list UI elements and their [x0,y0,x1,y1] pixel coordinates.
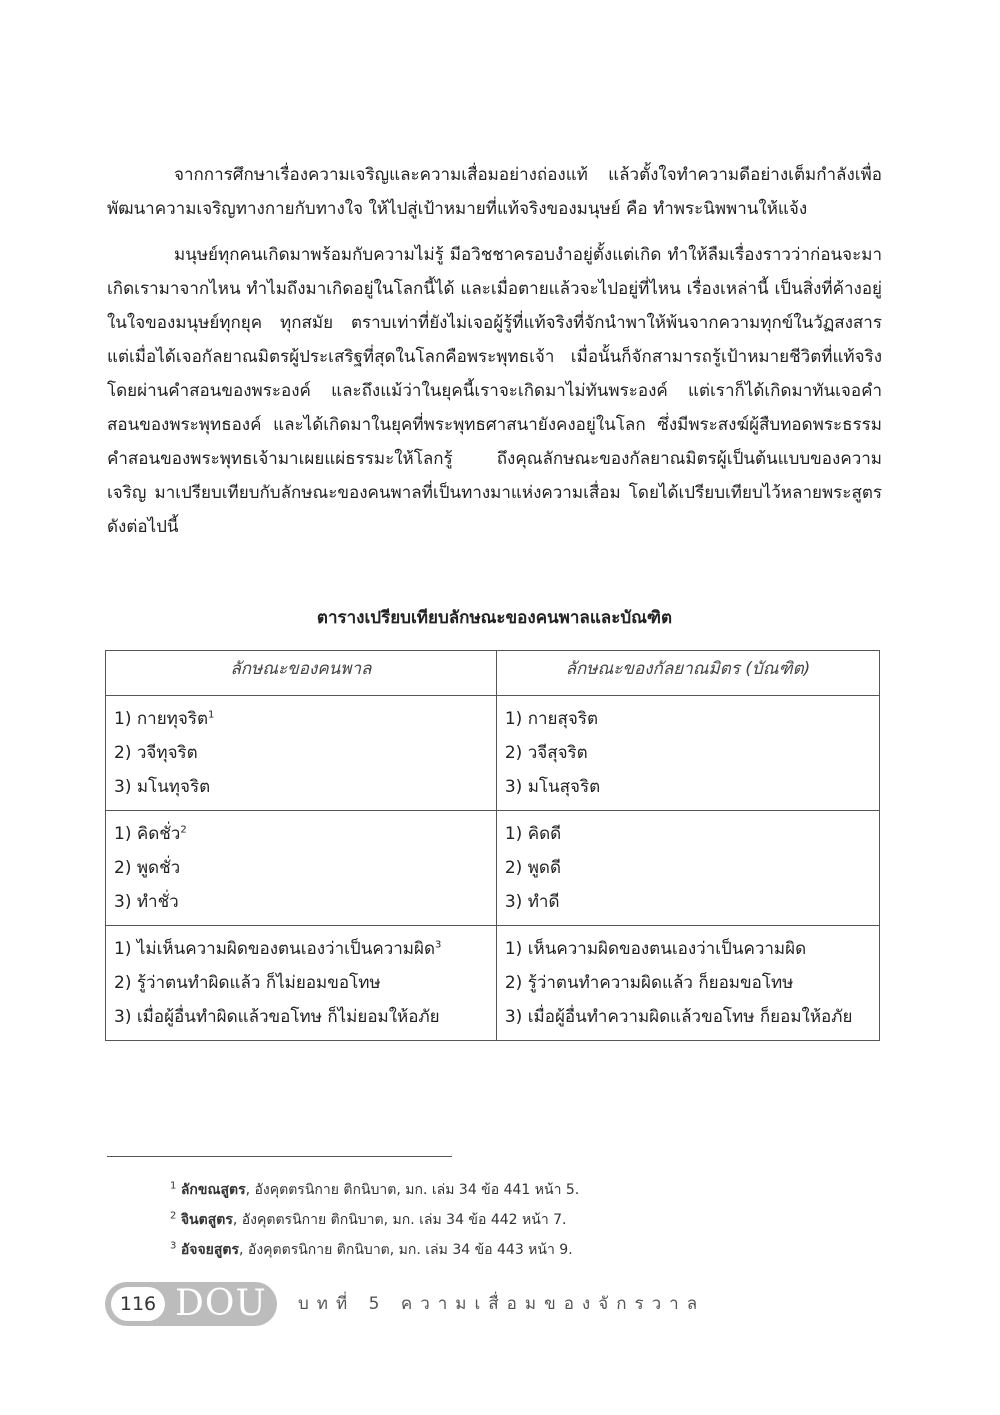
list-item: 2) วจีสุจริต [504,743,588,763]
fool-cell [106,811,497,926]
list-item: 2) วจีทุจริต [114,743,198,763]
list-item: 1) กายสุจริต [504,709,599,729]
header-fool: ลักษณะของคนพาล [106,651,497,696]
footnote: $^2$ จินตสูตร, อังคุตตรนิกาย ติกนิบาต, มก. เล่ม 34 ข้อ 442 หน้า 7. [170,1210,567,1228]
list-item: 3) เมื่อผู้อื่นทำความผิดแล้วขอโทษ ก็ยอมให้อภัย [504,1007,853,1027]
list-item: 2) พูดชั่ว [114,858,181,878]
brand-logo: DOU [175,1283,267,1324]
table-row [106,696,880,811]
page-number: 116 [111,1287,165,1321]
table-row [106,926,880,1041]
wise-cell [496,926,879,1041]
footnotes [170,1175,579,1265]
comparison-table [105,650,880,1041]
list-item: 3) ทำชั่ว [114,892,179,912]
list-item: 1) กายทุจริต$^1$ [114,709,215,729]
fool-cell [106,696,497,811]
table-row [106,811,880,926]
list-item: 3) มโนสุจริต [504,777,601,797]
wise-cell [496,696,879,811]
footnote: $^3$ อัจจยสูตร, อังคุตตรนิกาย ติกนิบาต, มก. เล่ม 34 ข้อ 443 หน้า 9. [170,1240,573,1258]
chapter-title: บทที่ 5 ความเสื่อมของจักรวาล [298,1294,706,1314]
footnote-divider [107,1156,452,1157]
list-item: 2) รู้ว่าตนทำผิดแล้ว ก็ไม่ยอมขอโทษ [114,973,381,993]
footnote-ref: 1 [208,709,215,721]
list-item: 3) ทำดี [504,892,560,912]
footnote: $^1$ ลักขณสูตร, อังคุตตรนิกาย ติกนิบาต, มก. เล่ม 34 ข้อ 441 หน้า 5. [170,1180,580,1198]
header-wise: ลักษณะของกัลยาณมิตร (บัณฑิต) [496,651,879,696]
list-item: 1) เห็นความผิดของตนเองว่าเป็นความผิด [504,939,807,959]
list-item: 2) พูดดี [504,858,561,878]
list-item: 1) คิดดี [504,824,562,844]
footnote-ref: 3 [435,939,442,951]
list-item: 2) รู้ว่าตนทำความผิดแล้ว ก็ยอมขอโทษ [504,973,794,993]
table-title: ตารางเปรียบเทียบลักษณะของคนพาลและบัณฑิต [316,608,673,628]
fool-cell [106,926,497,1041]
body-paragraph: มนุษย์ทุกคนเกิดมาพร้อมกับความไม่รู้ มีอวิชชาครอบงำอยู่ตั้งแต่เกิด ทำให้ลืมเรื่องราวว่าก่อนจะมาเกิดเรามาจากไหน ทำไมถึงมาเกิดอยู่ในโลกนี้ได้ และเมื่อตายแล้วจะไปอยู่ที่ไหน เรื่องเหล่านี้ เป็นสิ่งที่ค้างอยู่ในใจของมนุษย์ทุกยุค ทุกสมัย ตราบเท่าที่ยังไม่เจอผู้รู้ที่แท้จริงที่จักนำพาให้พ้นจากความทุกข์ในวัฏสงสาร แต่เมื่อได้เจอกัลยาณมิตรผู้ประเสริฐที่สุดในโลกคือพระพุทธเจ้า เมื่อนั้นก็จักสามารถรู้เป้าหมายชีวิตที่แท้จริง โดยผ่านคำสอนของพระองค์ และถึงแม้ว่าในยุคนี้เราจะเกิดมาไม่ทันพระองค์ แต่เราก็ได้เกิดมาทันเจอคำสอนของพระพุทธองค์ และได้เกิดมาในยุคที่พระพุทธศาสนายังคงอยู่ในโลก ซึ่งมีพระสงฆ์ผู้สืบทอดพระธรรมคำสอนของพระพุทธเจ้ามาเผยแผ่ธรรมะให้โลกรู้ ถึงคุณลักษณะของกัลยาณมิตรผู้เป็นต้นแบบของความเจริญ มาเปรียบเทียบกับลักษณะของคนพาลที่เป็นทางมาแห่งความเสื่อม โดยได้เปรียบเทียบไว้หลายพระสูตรดังต่อไปนี้ [107,245,882,537]
footer-badge [105,1282,277,1326]
intro-paragraph: จากการศึกษาเรื่องความเจริญและความเสื่อมอย่างถ่องแท้ แล้วตั้งใจทำความดีอย่างเต็มกำลังเพื่อพัฒนาความเจริญทางกายกับทางใจ ให้ไปสู่เป้าหมายที่แท้จริงของมนุษย์ คือ ทำพระนิพพานให้แจ้ง [107,165,882,219]
list-item: 1) คิดชั่ว$^2$ [114,824,187,844]
footnote-ref: 2 [180,824,187,836]
list-item: 3) เมื่อผู้อื่นทำผิดแล้วขอโทษ ก็ไม่ยอมให้อภัย [114,1007,440,1027]
list-item: 3) มโนทุจริต [114,777,211,797]
table-header-row [106,651,880,696]
list-item: 1) ไม่เห็นความผิดของตนเองว่าเป็นความผิด$^3$ [114,939,442,959]
wise-cell [496,811,879,926]
